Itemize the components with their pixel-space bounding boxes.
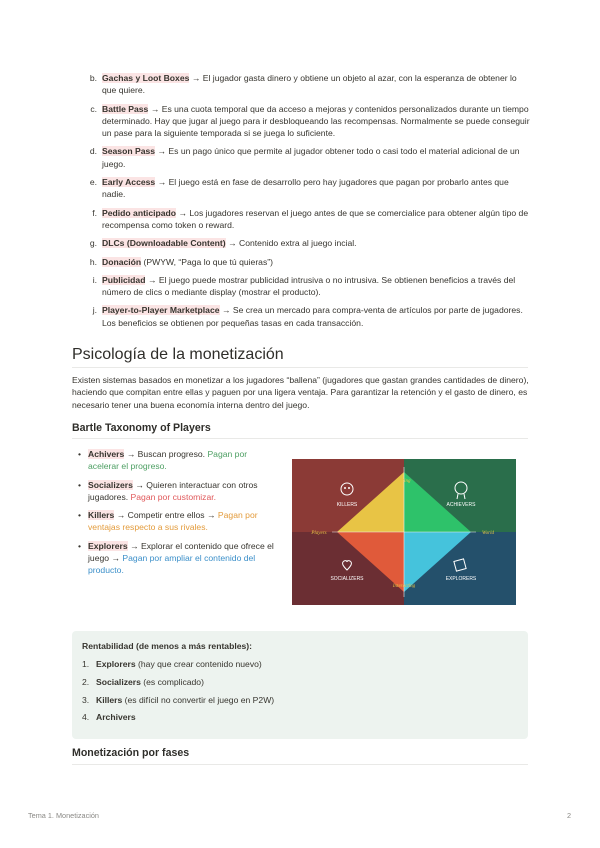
- player-desc: → Explorar el contenido que ofrece el juego →: [88, 540, 274, 564]
- player-type: Killers: [88, 510, 115, 521]
- players-label: Players: [311, 531, 327, 536]
- player-type: Killers: [96, 694, 123, 705]
- explorers-label: EXPLORERS: [445, 576, 477, 582]
- subsection-heading: Monetización por fases: [72, 747, 190, 759]
- bullet: •: [78, 479, 82, 490]
- list-marker: i.: [92, 274, 97, 285]
- socializers-label: SOCIALIZERS: [330, 576, 364, 582]
- player-desc: → Quieren interactuar con otros jugadores.: [88, 479, 258, 502]
- list-marker: c.: [90, 103, 97, 114]
- list-term: Pedido anticipado: [102, 207, 177, 218]
- list-text: → Se crea un mercado para compra-venta de artículos por parte de jugadores. Los beneficios se obtienen por pequeñas tasas en cada transacción.: [102, 305, 523, 328]
- list-text: → Los jugadores reservan el juego antes de que se comercialice para obtener algún tipo de recompensa como token o reward.: [102, 207, 529, 230]
- list-text: (PWYW, “Paga lo que tú quieras”): [141, 256, 273, 267]
- footer-title: Tema 1. Monetización: [28, 811, 99, 820]
- player-desc: → Competir entre ellos →: [114, 510, 218, 521]
- list-item: [72, 304, 530, 329]
- list-item: [82, 711, 274, 723]
- list-item: [72, 237, 530, 249]
- world-label: World: [481, 531, 495, 536]
- list-term: Early Access: [102, 177, 156, 188]
- list-item: [78, 509, 278, 534]
- list-term: Gachas y Loot Boxes: [102, 73, 190, 83]
- killers-label: KILLERS: [336, 502, 358, 508]
- player-type: Explorers: [96, 659, 136, 669]
- acting-label: Acting: [397, 479, 411, 484]
- list-term: Player-to-Player Marketplace: [102, 305, 220, 316]
- list-marker: d.: [89, 146, 97, 157]
- player-desc: → Buscan progreso.: [124, 449, 208, 459]
- list-term: DLCs (Downloadable Content): [102, 238, 226, 249]
- list-term: Donación: [102, 256, 142, 267]
- list-number: 1.: [82, 659, 90, 669]
- list-text: → El jugador gasta dinero y obtiene un objeto al azar, con la esperanza de obtener lo que quiere.: [102, 73, 517, 96]
- player-note: Pagan por acelerar el progreso.: [88, 449, 248, 472]
- list-item: [78, 540, 278, 577]
- list-marker: b.: [89, 73, 97, 83]
- player-type: Socializers: [88, 479, 133, 490]
- player-type: Explorers: [88, 540, 128, 551]
- list-item: [78, 448, 278, 473]
- list-term: Battle Pass: [102, 103, 149, 114]
- interacting-label: Interacting: [392, 584, 416, 589]
- monetization-methods-list: [72, 72, 530, 335]
- player-type: Archivers: [96, 712, 136, 723]
- list-text: → El juego puede mostrar publicidad intrusiva o no intrusiva. Se obtienen beneficios a través del número de clics o mediante display (mostrar el producto).: [102, 274, 516, 298]
- list-number: 4.: [82, 712, 90, 723]
- page-number: 2: [567, 811, 572, 820]
- list-item: [82, 694, 274, 706]
- list-item: [72, 145, 530, 170]
- list-text: (es difícil no convertir el juego en P2W): [122, 694, 275, 705]
- list-marker: g.: [89, 238, 97, 249]
- player-type: Achivers: [88, 449, 125, 459]
- list-number: 3.: [82, 694, 90, 705]
- list-number: 2.: [82, 676, 90, 687]
- list-item: [72, 103, 530, 140]
- subheading-divider: [72, 438, 528, 439]
- list-marker: e.: [89, 177, 97, 188]
- list-item: [78, 479, 278, 504]
- list-text: (es complicado): [140, 676, 204, 687]
- bullet: •: [78, 540, 82, 551]
- bullet: •: [78, 510, 82, 521]
- heading-divider: [72, 367, 528, 368]
- section-paragraph: Existen sistemas basados en monetizar a los jugadores “ballena” (jugadores que gastan grandes cantidades de dinero), haciendo que compitan entre ellas y paguen por una ligera ventaja. Para garantizar la retención y el gasto de dinero, es necesario tener una buena economía interna dentro del juego.: [72, 375, 529, 410]
- list-term: Publicidad: [102, 274, 146, 285]
- profitability-list: [82, 658, 274, 729]
- list-term: Season Pass: [102, 146, 156, 157]
- profitability-callout: [72, 631, 528, 739]
- list-text: → Contenido extra al juego incial.: [225, 238, 357, 249]
- list-text: → Es un pago único que permite al jugador obtener todo o casi todo el material adicional de un juego.: [102, 146, 520, 169]
- bartle-taxonomy-diagram: [292, 459, 516, 605]
- list-text: → Es una cuota temporal que da acceso a mejoras y contenidos personalizados durante un tiempo determinado. Hay que jugar al juego para ir desbloqueando las recompensas. Normalmente se puede conseguir un pase para la siguiente temporada si se juega lo suficiente.: [102, 103, 530, 139]
- list-item: [72, 207, 530, 232]
- player-type: Socializers: [96, 676, 141, 687]
- list-text: (hay que crear contenido nuevo): [135, 659, 262, 669]
- list-item: [82, 658, 274, 670]
- bullet: •: [78, 449, 82, 459]
- list-text: → El juego está en fase de desarrollo pero hay jugadores que pagan por probarlo antes que nadie.: [102, 177, 509, 200]
- list-marker: j.: [92, 305, 97, 316]
- list-item: [72, 72, 530, 97]
- bartle-player-list: [78, 448, 278, 583]
- list-marker: h.: [89, 256, 97, 267]
- subheading-divider: [72, 764, 528, 765]
- list-marker: f.: [92, 207, 97, 218]
- achievers-label: ACHIEVERS: [446, 502, 476, 508]
- subsection-heading: Bartle Taxonomy of Players: [72, 422, 211, 434]
- section-heading: Psicología de la monetización: [72, 346, 284, 363]
- player-note: Pagan por customizar.: [130, 491, 217, 502]
- player-note: Pagan por ventajas respecto a sus rivales.: [88, 510, 258, 533]
- list-item: [82, 676, 274, 688]
- list-item: [72, 256, 530, 268]
- list-item: [72, 176, 530, 201]
- player-note: Pagan por ampliar el contenido del producto.: [88, 553, 256, 576]
- list-item: [72, 274, 530, 299]
- callout-title: Rentabilidad (de menos a más rentables):: [82, 641, 253, 651]
